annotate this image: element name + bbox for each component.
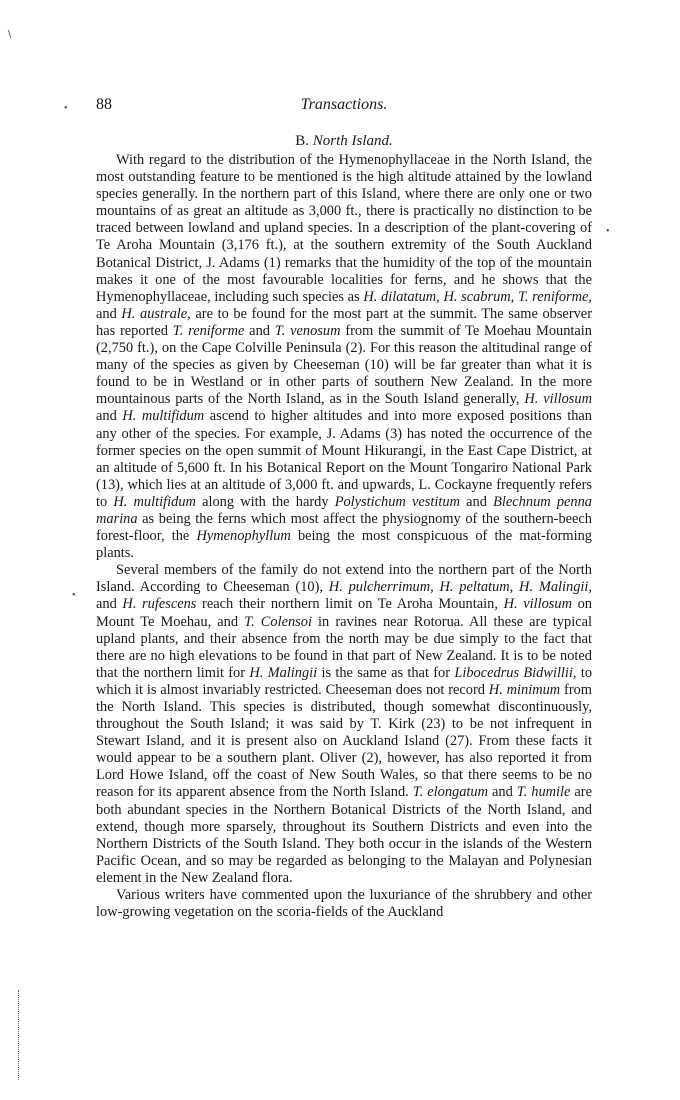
text-run: ascend to higher altitudes and into more exposed positions than any other of the species. For example, J. Adams (3) has noted the occurrence of the former species on the open summit of Mount Hikurangi, in the East Cape District, at an altitude of 5,600 ft. In his Botanical Report on the Mount Tongariro National Park (13), which lies at an altitude of 3,000 ft. and upwards, L. Cockayne frequently refers to <box>96 408 592 510</box>
taxon-name: T. elongatum <box>412 784 488 801</box>
margin-rule <box>18 990 20 1080</box>
taxon-name: H. villosum <box>503 596 572 613</box>
text-run: and <box>488 784 517 801</box>
taxon-name: H. villosum <box>524 391 592 408</box>
taxon-name: T. reniforme <box>172 322 245 339</box>
margin-dot: • <box>72 590 76 601</box>
text-run: in ravines near Rotorua. All these are typical upland plants, and their absence from the north may be due simply to the fact that there are no high elevations to be found in that part of New Zealand. It is to be noted that the northern limit for <box>96 613 592 681</box>
page-number: 88 <box>96 96 112 113</box>
text-run: Various writers have commented upon the luxuriance of the shrubbery and other low-growing vegetation on the scoria-fields of the Auckland <box>96 887 592 921</box>
taxon-name: H. minimum <box>488 681 561 698</box>
text-run: are to be found for the most part at the summit. The same observer has reported <box>96 305 592 339</box>
taxon-name: Polystichum vestitum <box>334 493 460 510</box>
taxon-name: H. dilatatum, H. scabrum, T. reniforme, <box>363 288 592 305</box>
taxon-name: H. multifidum <box>122 408 205 425</box>
taxon-name: H. Malingii <box>249 664 318 681</box>
taxon-name: T. Colensoi <box>244 613 312 630</box>
taxon-name: Libocedrus Bidwillii, <box>454 664 577 681</box>
text-run: as being the ferns which most affect the physiognomy of the southern-beech forest-floor, the <box>96 510 592 545</box>
taxon-name: Hymenophyllum <box>196 528 291 545</box>
text-run: and <box>96 305 122 322</box>
text-run: are both abundant species in the Northern Botanical Districts of the North Island, and extend, though more sparsely, throughout its Southern Districts and even into the Northern Districts of the South Island. They both occur in the islands of the Western Pacific Ocean, and so may be regarded as belonging to the Malayan and Polynesian element in the New Zealand flora. <box>96 784 592 886</box>
taxon-name: H. multifidum <box>113 493 196 510</box>
text-run: and <box>459 493 494 510</box>
taxon-name: H. australe, <box>121 305 191 322</box>
text-run: on Mount Te Moehau, and <box>96 596 592 630</box>
margin-dot: • <box>64 103 68 114</box>
taxon-name: T. venosum <box>274 322 341 339</box>
text-run: from the summit of Te Moehau Mountain (2,750 ft.), on the Cape Colville Peninsula (2). For this reason the altitudinal range of many of the species as given by Cheeseman (10) will be far greater than what it is found to be in Westland or in other parts of southern New Zealand. In the more mountainous parts of the North Island, as in the South Island generally, <box>96 322 592 408</box>
text-run: is the same as that for <box>317 664 455 681</box>
text-run: being the most conspicuous of the mat-forming plants. <box>96 528 593 562</box>
section-heading <box>96 133 592 150</box>
taxon-name: H. rufescens <box>122 596 197 613</box>
taxon-name: T. humile <box>516 784 571 801</box>
page-header <box>96 96 592 118</box>
text-run: along with the hardy <box>195 493 335 510</box>
margin-dot: • <box>606 226 610 237</box>
text-run: Several members of the family do not extend into the northern part of the North Island. According to Cheeseman (10), <box>96 562 592 596</box>
scan-mark: ∖ <box>6 30 13 41</box>
text-run: to which it is almost invariably restricted. Cheeseman does not record <box>96 664 593 698</box>
text-run: reach their northern limit on Te Aroha Mountain, <box>196 596 504 613</box>
body-text <box>96 152 592 921</box>
text-run: and <box>96 596 123 613</box>
section-letter: B. <box>295 133 309 149</box>
text-run: With regard to the distribution of the Hymenophyllaceae in the North Island, the most outstanding feature to be mentioned is the high altitude attained by the lowland species generally. In the northern part of this Island, where there are only one or two mountains of as great an altitude as 3,000 ft., there is practically no distinction to be traced between lowland and upland species. In a description of the plant-covering of Te Aroha Mountain (3,176 ft.), at the southern extremity of the South Auckland Botanical District, J. Adams (1) remarks that the humidity of the top of the mountain makes it one of the most favourable localities for ferns, and he shows that the Hymenophyllaceae, including such species as <box>96 152 592 305</box>
taxon-name: H. pulcherrimum, H. peltatum, H. Malingii, <box>328 579 593 596</box>
text-run: and <box>96 408 123 425</box>
text-run: and <box>244 322 275 339</box>
text-run: from the North Island. This species is distributed, though somewhat discontinuously, throughout the South Island; it was said by T. Kirk (23) to be not infrequent in Stewart Island, and it is present also on Auckland Island (27). From these facts it would appear to be a southern plant. Oliver (2), however, has also reported it from Lord Howe Island, off the coast of New South Wales, so that there seems to be no reason for its apparent absence from the North Island. <box>96 681 592 801</box>
section-title: North Island. <box>312 133 393 149</box>
paragraph-1 <box>96 152 592 562</box>
paragraph-3 <box>96 887 592 921</box>
taxon-name: Blechnum penna marina <box>96 493 592 527</box>
running-title: Transactions. <box>300 96 388 113</box>
paragraph-2 <box>96 562 592 887</box>
